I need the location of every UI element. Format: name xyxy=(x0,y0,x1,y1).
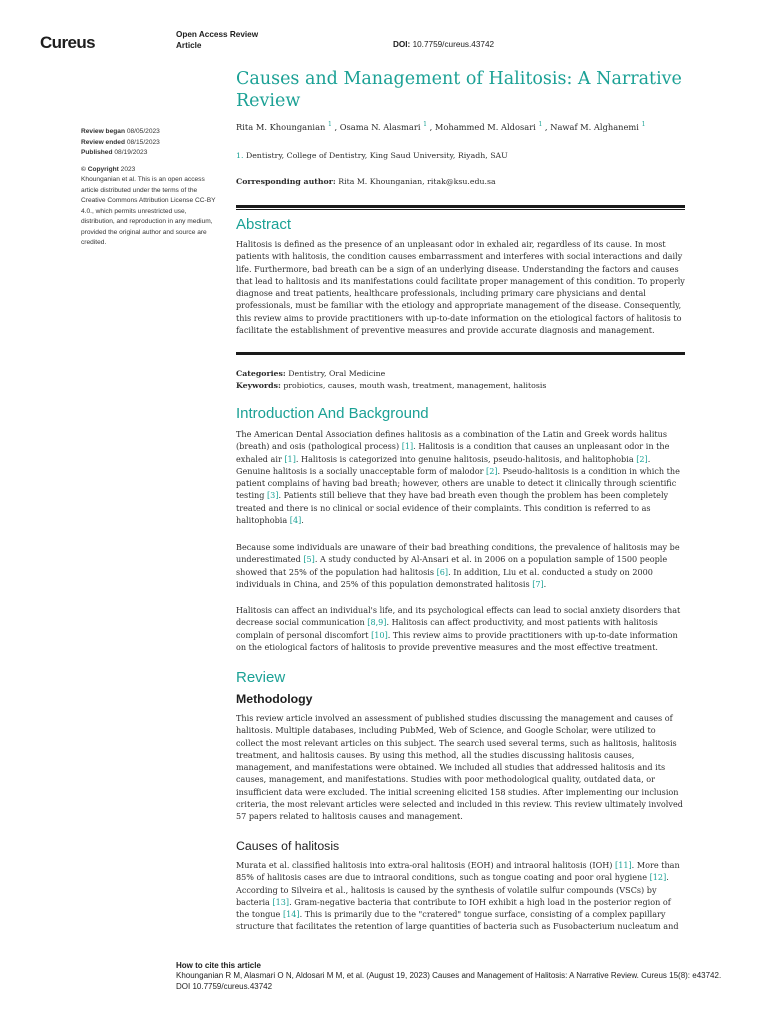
affiliation xyxy=(236,151,508,160)
license-text: Khounganian et al. This is an open access article distributed under the terms of the Creative Commons Attribution License CC-BY 4.0., which permits unrestricted use, distribution, and reproduction in any medium, provided the original author and source are credited. xyxy=(81,176,216,246)
review-began-date: 08/05/2023 xyxy=(126,128,160,135)
doi-label: DOI: xyxy=(393,40,411,49)
corresponding-label: Corresponding author: xyxy=(236,177,336,186)
intro-heading: Introduction And Background xyxy=(236,405,429,422)
reference-link[interactable]: [2] xyxy=(486,465,498,476)
author-name[interactable]: Mohammed M. Aldosari xyxy=(434,121,536,132)
affiliation-text: Dentistry, College of Dentistry, King Saud University, Riyadh, SAU xyxy=(245,151,508,160)
categories xyxy=(236,368,546,380)
journal-logo[interactable]: Cureus xyxy=(40,33,95,52)
citation-heading: How to cite this article xyxy=(176,961,261,970)
keywords-value: probiotics, causes, mouth wash, treatment, management, halitosis xyxy=(283,380,547,390)
methodology-text: This review article involved an assessment of published studies discussing the management and causes of halitosis. Multiple databases, including PubMed, Web of Science, and Google Scholar, were utilized to collect the most relevant articles on this subject. The search used several terms, such as halitosis, halitosis treatment, and halitosis causes. By using this method, all the studies discussing halitosis causes, management, and manifestations were obtained. We included all studies that addressed halitosis and its causes, management, and manifestations. Studies with poor methodological quality, outdated data, or insufficient data were excluded. The initial screening elicited 158 studies. After implementing our inclusion criteria, the most relevant articles were selected and included in this review. This review ultimately involved 57 papers related to halitosis causes and management. xyxy=(236,713,683,822)
intro-paragraph-2: Because some individuals are unaware of their bad breathing conditions, the prevalence of halitosis may be underestimated [5]. A study conducted by Al-Ansari et al. in 2006 on a population sample of 1500 people showed that 25% of the population had halitosis [6]. In addition, Liu et al. conducted a study on 2000 individuals in China, and 25% of this population demonstrated halitosis [7]. xyxy=(236,542,680,589)
article-meta xyxy=(236,368,546,391)
review-ended-label: Review ended xyxy=(81,138,125,146)
reference-link[interactable]: [11] xyxy=(615,860,632,870)
author-affiliation-mark: 1 xyxy=(641,121,646,128)
review-heading: Review xyxy=(236,669,286,686)
copyright xyxy=(81,165,221,176)
reference-link[interactable]: [5] xyxy=(303,554,315,565)
reference-link[interactable]: [10] xyxy=(371,629,388,640)
author-list: Rita M. Khounganian $^1$ , Osama N. Alasmari $^1$ , Mohammed M. Aldosari $^1$ , Nawaf M. Alghanemi $^1$ xyxy=(236,121,646,132)
keywords-label: Keywords: xyxy=(236,380,281,390)
categories-label: Categories: xyxy=(236,369,286,378)
copyright-year: 2023 xyxy=(120,165,136,173)
keywords xyxy=(236,380,546,392)
author-name[interactable]: Nawaf M. Alghanemi xyxy=(550,121,639,132)
review-began-label: Review began xyxy=(81,128,125,135)
reference-link[interactable]: [1] xyxy=(401,441,414,452)
reference-link[interactable]: [4] xyxy=(289,515,302,526)
citation-block xyxy=(176,961,736,992)
citation-text: Khounganian R M, Alasmari O N, Aldosari M M, et al. (August 19, 2023) Causes and Management of Halitosis: A Narrative Review. Cureus 15(8): e43742. DOI 10.7759/cureus.43742 xyxy=(176,971,722,991)
abstract-text: Halitosis is defined as the presence of an unpleasant odor in exhaled air, regardless of its cause. In most patients with halitosis, the condition causes embarrassment and interferes with social interactions and daily life. Furthermore, bad breath can be a sign of an underlying disease. Understanding the factors and causes that lead to halitosis and its manifestations could facilitate proper management of this condition. To properly diagnose and treat patients, healthcare professionals, including primary care physicians and dental professionals, must be familiar with the etiology and appropriate management of the disease. Consequently, this review aims to provide practitioners with up-to-date information on the etiological factors of halitosis to facilitate the establishment of preventive measures and provide accurate diagnosis and management. xyxy=(236,239,685,336)
article-type xyxy=(176,29,258,51)
causes-text: Murata et al. classified halitosis into extra-oral halitosis (EOH) and intraoral halitosis (IOH) [11]. More than 85% of halitosis cases are due to intraoral conditions, such as tongue coating and poor oral hygiene [12]. According to Silveira et al., halitosis is caused by the synthesis of volatile sulfur compounds (VSCs) by bacteria [13]. Gram-negative bacteria that contribute to IOH exhibit a high load in the posterior region of the tongue [14]. This is primarily due to the "cratered" tongue surface, consisting of a complex papillary structure that facilitates the retention of large quantities of bacteria such as Fusobacterium nucleatum and xyxy=(236,860,680,932)
abstract-heading: Abstract xyxy=(236,216,292,233)
section-divider xyxy=(236,205,685,208)
reference-link[interactable]: [6] xyxy=(436,566,449,577)
reference-link[interactable]: [8,9] xyxy=(367,617,387,628)
copyright-label: © Copyright xyxy=(81,165,119,173)
author-affiliation-mark: 1 xyxy=(423,121,427,128)
corresponding-text[interactable]: Rita M. Khounganian, ritak@ksu.edu.sa xyxy=(338,177,496,186)
causes-heading: Causes of halitosis xyxy=(236,839,340,853)
article-title: Causes and Management of Halitosis: A Narrative Review xyxy=(236,69,682,111)
author-name[interactable]: Rita M. Khounganian xyxy=(236,121,326,132)
affiliation-number: 1. xyxy=(236,151,244,160)
section-divider xyxy=(236,352,685,355)
reference-link[interactable]: [1] xyxy=(284,453,296,464)
doi-value[interactable]: 10.7759/cureus.43742 xyxy=(412,40,495,49)
intro-paragraph-1: The American Dental Association defines halitosis as a combination of the Latin and Greek words halitus (breath) and osis (pathological process) [1]. Halitosis is a condition that causes an unpleasant odor in the exhaled air [1]. Halitosis is categorized into genuine halitosis, pseudo-halitosis, and halitophobia [2]. Genuine halitosis is a socially unacceptable form of malodor [2]. Pseudo-halitosis is a condition in which the patient complains of having bad breath; however, others are unable to detect it clinically through scientific testing [3]. Patients still believe that they have bad breath even though the problem has been completely treated and there is no clinical or social evidence of their complaints. This condition is referred to as halitophobia [4]. xyxy=(236,429,680,526)
reference-link[interactable]: [2] xyxy=(636,453,648,464)
reference-link[interactable]: [3] xyxy=(267,490,279,501)
intro-paragraph-3: Halitosis can affect an individual's life, and its psychological effects can lead to social anxiety disorders that decrease social communication [8,9]. Halitosis can affect productivity, and most patients with halitosis complain of personal discomfort [10]. This review aims to provide practitioners with up-to-date information on the etiological factors of halitosis to provide preventive measures and the most effective treatment. xyxy=(236,605,681,652)
section-divider xyxy=(236,209,685,210)
author-affiliation-mark: 1 xyxy=(328,121,332,128)
review-began xyxy=(81,127,221,138)
reference-link[interactable]: [13] xyxy=(272,896,290,907)
categories-value: Dentistry, Oral Medicine xyxy=(288,369,386,378)
article-type-line1: Open Access Review xyxy=(176,30,259,39)
review-ended xyxy=(81,138,221,149)
published-label: Published xyxy=(81,149,113,156)
article-type-line2: Article xyxy=(176,41,202,50)
methodology-heading: Methodology xyxy=(236,692,313,706)
reference-link[interactable]: [7] xyxy=(532,578,544,589)
published xyxy=(81,148,221,159)
reference-link[interactable]: [14] xyxy=(282,909,300,920)
reference-link[interactable]: [12] xyxy=(649,872,667,883)
author-name[interactable]: Osama N. Alasmari xyxy=(339,121,421,132)
corresponding-author xyxy=(236,177,496,186)
author-affiliation-mark: 1 xyxy=(538,121,543,128)
review-ended-date: 08/15/2023 xyxy=(126,138,160,146)
published-date: 08/19/2023 xyxy=(114,149,148,156)
sidebar-info xyxy=(81,127,221,249)
doi[interactable] xyxy=(393,40,494,49)
